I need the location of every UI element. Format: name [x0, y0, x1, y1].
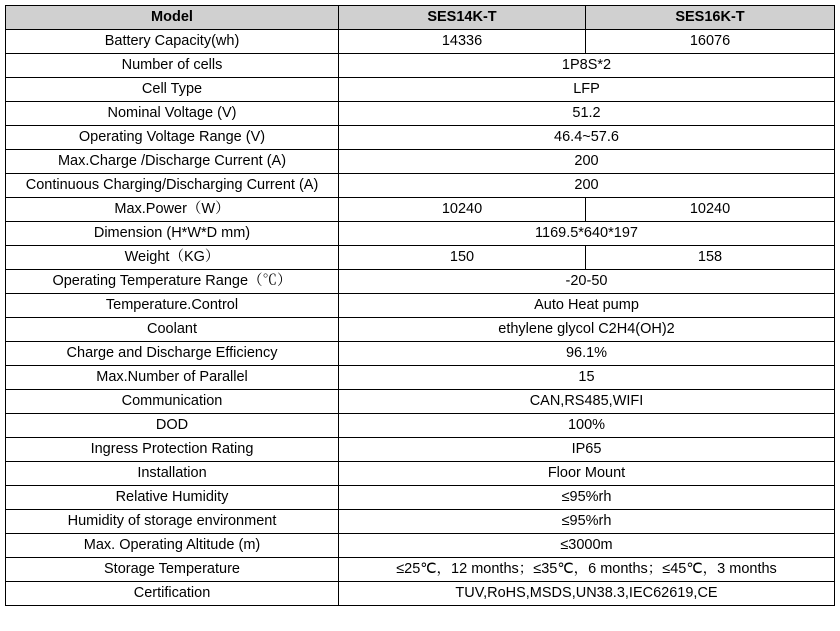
- row-value-shared: 46.4~57.6: [339, 126, 835, 150]
- row-value-shared: 100%: [339, 414, 835, 438]
- row-value-shared: IP65: [339, 438, 835, 462]
- row-value-shared: Floor Mount: [339, 462, 835, 486]
- table-header: [6, 6, 835, 30]
- table-row: [6, 366, 835, 390]
- row-value-shared: 200: [339, 150, 835, 174]
- table-row: [6, 390, 835, 414]
- table-row: [6, 126, 835, 150]
- header-row: [6, 6, 835, 30]
- row-value: 14336: [339, 30, 586, 54]
- row-label: Temperature.Control: [6, 294, 339, 318]
- row-label: Installation: [6, 462, 339, 486]
- row-value-shared: -20-50: [339, 270, 835, 294]
- row-value: 16076: [586, 30, 835, 54]
- table-row: [6, 582, 835, 606]
- row-value: 158: [586, 246, 835, 270]
- table-row: [6, 558, 835, 582]
- header-model-cell: SES16K-T: [586, 6, 835, 30]
- table-row: [6, 54, 835, 78]
- table-row: [6, 102, 835, 126]
- header-label-cell: Model: [6, 6, 339, 30]
- table-row: [6, 198, 835, 222]
- row-value-shared: ≤95%rh: [339, 510, 835, 534]
- row-label: Max.Charge /Discharge Current (A): [6, 150, 339, 174]
- row-label: Cell Type: [6, 78, 339, 102]
- row-value: 10240: [339, 198, 586, 222]
- table-row: [6, 174, 835, 198]
- row-value-shared: 200: [339, 174, 835, 198]
- table-row: [6, 78, 835, 102]
- row-label: Dimension (H*W*D mm): [6, 222, 339, 246]
- table-row: [6, 30, 835, 54]
- table-row: [6, 294, 835, 318]
- row-value-shared: Auto Heat pump: [339, 294, 835, 318]
- row-label: Operating Voltage Range (V): [6, 126, 339, 150]
- row-label: Coolant: [6, 318, 339, 342]
- table-row: [6, 246, 835, 270]
- spec-table: [5, 5, 835, 606]
- table-row: [6, 510, 835, 534]
- row-value-shared: 96.1%: [339, 342, 835, 366]
- row-value: 150: [339, 246, 586, 270]
- table-row: [6, 342, 835, 366]
- row-label: Ingress Protection Rating: [6, 438, 339, 462]
- table-body: [6, 30, 835, 606]
- header-model-cell: SES14K-T: [339, 6, 586, 30]
- row-label: Nominal Voltage (V): [6, 102, 339, 126]
- table-row: [6, 486, 835, 510]
- table-row: [6, 438, 835, 462]
- row-value-shared: 51.2: [339, 102, 835, 126]
- row-label: Storage Temperature: [6, 558, 339, 582]
- table-row: [6, 150, 835, 174]
- row-label: Charge and Discharge Efficiency: [6, 342, 339, 366]
- row-label: Relative Humidity: [6, 486, 339, 510]
- row-label: Operating Temperature Range（℃）: [6, 270, 339, 294]
- row-label: Continuous Charging/Discharging Current (A): [6, 174, 339, 198]
- table-row: [6, 318, 835, 342]
- row-value: 10240: [586, 198, 835, 222]
- row-value-shared: CAN,RS485,WIFI: [339, 390, 835, 414]
- table-row: [6, 222, 835, 246]
- row-value-shared: ≤3000m: [339, 534, 835, 558]
- row-value-shared: 1169.5*640*197: [339, 222, 835, 246]
- row-value-shared: TUV,RoHS,MSDS,UN38.3,IEC62619,CE: [339, 582, 835, 606]
- row-value-shared: 15: [339, 366, 835, 390]
- row-value-shared: ethylene glycol C2H4(OH)2: [339, 318, 835, 342]
- row-label: Number of cells: [6, 54, 339, 78]
- row-label: Certification: [6, 582, 339, 606]
- table-row: [6, 270, 835, 294]
- row-label: Max.Power（W）: [6, 198, 339, 222]
- row-value-shared: ≤95%rh: [339, 486, 835, 510]
- row-label: Weight（KG）: [6, 246, 339, 270]
- row-value-shared: 1P8S*2: [339, 54, 835, 78]
- row-label: Communication: [6, 390, 339, 414]
- row-value-shared: ≤25℃，12 months；≤35℃，6 months；≤45℃，3 months: [339, 558, 835, 582]
- row-label: Max.Number of Parallel: [6, 366, 339, 390]
- row-label: Battery Capacity(wh): [6, 30, 339, 54]
- table-row: [6, 462, 835, 486]
- row-label: Humidity of storage environment: [6, 510, 339, 534]
- table-row: [6, 414, 835, 438]
- table-row: [6, 534, 835, 558]
- row-label: Max. Operating Altitude (m): [6, 534, 339, 558]
- row-label: DOD: [6, 414, 339, 438]
- row-value-shared: LFP: [339, 78, 835, 102]
